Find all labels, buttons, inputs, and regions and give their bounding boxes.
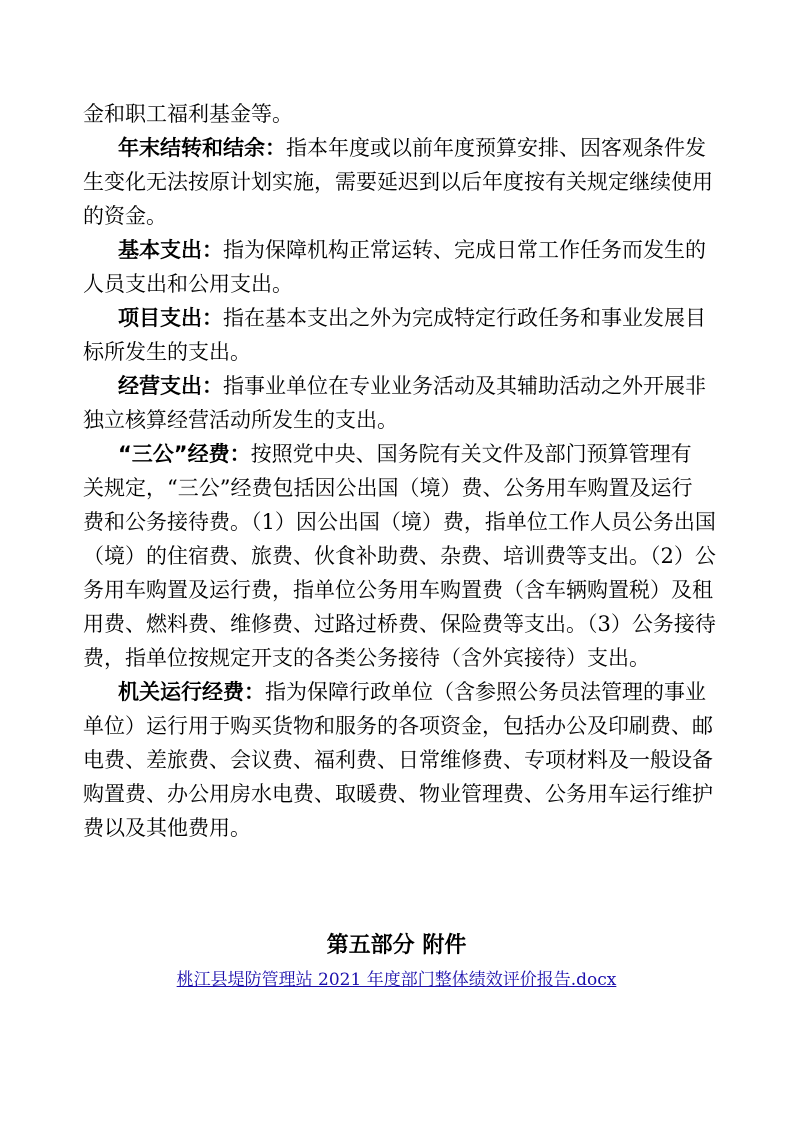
definition-text: 独立核算经营活动所发生的支出。 bbox=[83, 408, 398, 432]
section-title: 第五部分 附件 bbox=[326, 933, 467, 958]
definition-term: 年末结转和结余： bbox=[118, 136, 286, 160]
definition-text: 用费、燃料费、维修费、过路过桥费、保险费等支出。（3）公务接待 bbox=[83, 612, 716, 636]
definition-line bbox=[83, 199, 723, 233]
definition-line bbox=[83, 607, 723, 641]
definition-text: 指本年度或以前年度预算安排、因客观条件发 bbox=[286, 136, 706, 160]
definition-line bbox=[118, 301, 723, 335]
definition-text: 指为保障行政单位（含参照公务员法管理的事业 bbox=[265, 680, 706, 704]
definition-term: 基本支出： bbox=[118, 238, 223, 262]
definition-line bbox=[83, 811, 723, 845]
definition-text: 费以及其他费用。 bbox=[83, 816, 251, 840]
definition-text: 标所发生的支出。 bbox=[83, 340, 251, 364]
definition-text: 购置费、办公用房水电费、取暖费、物业管理费、公务用车运行维护 bbox=[83, 782, 713, 806]
definition-text: 关规定，“三公”经费包括因公出国（境）费、公务用车购置及运行 bbox=[83, 476, 693, 500]
definition-text: 电费、差旅费、会议费、福利费、日常维修费、专项材料及一般设备 bbox=[83, 748, 713, 772]
definition-line bbox=[83, 539, 723, 573]
definition-line bbox=[83, 403, 723, 437]
definition-text: 指事业单位在专业业务活动及其辅助活动之外开展非 bbox=[223, 374, 706, 398]
definition-line bbox=[83, 573, 723, 607]
definition-line bbox=[118, 233, 723, 267]
definition-text: 单位）运行用于购买货物和服务的各项资金，包括办公及印刷费、邮 bbox=[83, 714, 713, 738]
definition-text: 费和公务接待费。（1）因公出国（境）费，指单位工作人员公务出国 bbox=[83, 510, 716, 534]
definition-text: （境）的住宿费、旅费、伙食补助费、杂费、培训费等支出。（2）公 bbox=[83, 544, 716, 568]
definition-text: 费，指单位按规定开支的各类公务接待（含外宾接待）支出。 bbox=[83, 646, 650, 670]
definition-line bbox=[118, 437, 723, 471]
definition-term: 机关运行经费： bbox=[118, 680, 265, 704]
definition-line bbox=[83, 505, 723, 539]
definition-line bbox=[83, 267, 723, 301]
definition-line bbox=[118, 131, 723, 165]
definition-text: 人员支出和公用支出。 bbox=[83, 272, 293, 296]
definition-line bbox=[118, 369, 723, 403]
definition-line bbox=[83, 743, 723, 777]
definition-text: 按照党中央、国务院有关文件及部门预算管理有 bbox=[250, 442, 692, 466]
definition-line bbox=[83, 335, 723, 369]
definition-text: 指为保障机构正常运转、完成日常工作任务而发生的 bbox=[223, 238, 706, 262]
definition-line bbox=[83, 709, 723, 743]
definition-line bbox=[118, 675, 723, 709]
definition-term: “三公”经费： bbox=[118, 442, 251, 466]
definition-text: 指在基本支出之外为完成特定行政任务和事业发展目 bbox=[223, 306, 706, 330]
definition-line bbox=[83, 777, 723, 811]
definition-term: 经营支出： bbox=[118, 374, 223, 398]
definition-text: 务用车购置及运行费，指单位公务用车购置费（含车辆购置税）及租 bbox=[83, 578, 713, 602]
paragraph-line bbox=[83, 97, 723, 131]
definition-text: 的资金。 bbox=[83, 204, 167, 228]
definition-line bbox=[83, 641, 723, 675]
attachment-link[interactable]: 桃江县堤防管理站 2021 年度部门整体绩效评价报告.docx bbox=[176, 970, 617, 990]
definition-term: 项目支出： bbox=[118, 306, 223, 330]
definition-line bbox=[83, 471, 723, 505]
definition-line bbox=[83, 165, 723, 199]
paragraph-text: 金和职工福利基金等。 bbox=[83, 102, 293, 126]
definition-text: 生变化无法按原计划实施，需要延迟到以后年度按有关规定继续使用 bbox=[83, 170, 713, 194]
